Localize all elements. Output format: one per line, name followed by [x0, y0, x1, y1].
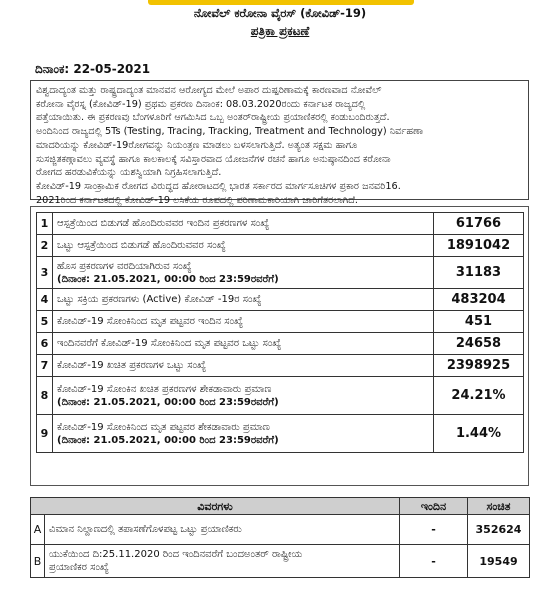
row-value: 24658 [434, 333, 524, 355]
row-label: B [31, 545, 45, 578]
row-number: 1 [37, 213, 53, 235]
row-description-line: ಹೊಸ ಪ್ರಕರಣಗಳ ವರದಿಯಾಗಿರುವ ಸಂಖ್ಯೆ [57, 260, 192, 272]
table-row [37, 355, 524, 377]
header-subtitle: ನೋವೆಲ್ ಕರೋನಾ ವೈರಸ್ (ಕೋವಿಡ್-19) [193, 6, 367, 20]
intro-paragraph [30, 80, 529, 206]
row-description: ವಿಮಾನ ನಿಲ್ದಾಣದಲ್ಲಿ ತಪಾಸಣೆಗೊಳಪಟ್ಟ ಒಟ್ಟು ಪ್ರಯಾಣಿಕರು [45, 515, 400, 545]
row-description: ಕೋವಿಡ್-19 ಸೋಂಕಿನಿಂದ ಮೃತ ಪಟ್ಟವರ ಇಂದಿನ ಸಂಖ್ಯೆ [53, 311, 434, 333]
row-value: 24.21% [434, 377, 524, 415]
row-number: 3 [37, 257, 53, 289]
release-date: ದಿನಾಂಕ: 22-05-2021 [35, 62, 151, 76]
row-description: ಒಟ್ಟು ಆಸ್ಪತ್ರೆಯಿಂದ ಬಿಡುಗಡೆ ಹೊಂದಿರುವವರ ಸಂಖ್ಯೆ [53, 235, 434, 257]
row-description [53, 377, 434, 415]
row-description [53, 415, 434, 453]
row-total: 352624 [468, 515, 530, 545]
table-row [31, 545, 530, 578]
paragraph-line: ಸುಸಜ್ಜಿತಕಣ್ಗಾವಲು ವ್ಯವಸ್ಥೆ ಹಾಗೂ ಕಾಲಕಾಲಕ್ಕೆ ಸವಿಸ್ತಾರವಾದ ಯೋಜನೆಗಳ ರಚನೆ ಹಾಗೂ ಅನುಷ್ಠಾನದಿಂದ ಕರೋನಾ [36, 153, 391, 165]
row-number: 2 [37, 235, 53, 257]
row-description-line: ಕೋವಿಡ್-19 ಸೋಂಕಿನಿಂದ ಮೃತ ಪಟ್ಟವರ ಶೇಕಡಾವಾರು ಪ್ರಮಾಣ [57, 421, 270, 433]
covid-stats-table [36, 212, 524, 453]
paragraph-line: ಮಾದರಿಯನ್ನು ಕೋವಿಡ್-19ರೋಗವನ್ನು ನಿಯಂತ್ರಣ ಮಾಡಲು ಬಳಸಲಾಗುತ್ತಿದೆ. ಅತ್ಯಂತ ಸಕ್ಷಮ ಹಾಗೂ [36, 139, 358, 151]
row-date-range: (ದಿನಾಂಕ: 21.05.2021, 00:00 ರಿಂದ 23:59ರವರೆಗೆ) [57, 396, 279, 408]
row-date-range: (ದಿನಾಂಕ: 21.05.2021, 00:00 ರಿಂದ 23:59ರವರೆಗೆ) [57, 434, 279, 446]
row-value: 1891042 [434, 235, 524, 257]
row-label: A [31, 515, 45, 545]
row-description [53, 257, 434, 289]
row-today: - [400, 545, 468, 578]
press-release-title: ಪತ್ರಿಕಾ ಪ್ರಕಟಣೆ [250, 24, 310, 38]
row-number: 4 [37, 289, 53, 311]
row-value: 31183 [434, 257, 524, 289]
row-value: 61766 [434, 213, 524, 235]
row-description: ಇಂದಿನವರೆಗೆ ಕೋವಿಡ್-19 ಸೋಂಕಿನಿಂದ ಮೃತ ಪಟ್ಟವರ ಒಟ್ಟು ಸಂಖ್ಯೆ [53, 333, 434, 355]
row-value: 451 [434, 311, 524, 333]
table-row [37, 377, 524, 415]
header-today: ಇಂದಿನ [400, 498, 468, 515]
header-details: ವಿವರಗಳು [31, 498, 400, 515]
paragraph-line: ಕೋವಿಡ್-19 ಸಾಂಕ್ರಾಮಿಕ ರೋಗದ ವಿರುದ್ಧದ ಹೋರಾಟದಲ್ಲಿ ಭಾರತ ಸರ್ಕಾರದ ಮಾರ್ಗಸೂಚಿಗಳ ಪ್ರಕಾರ ಜನವರಿ16. [36, 180, 401, 192]
row-description-line: ಪ್ರಯಾಣಿಕರ ಸಂಖ್ಯೆ [49, 562, 109, 573]
table-row [37, 213, 524, 235]
table-row [37, 415, 524, 453]
header-total: ಸಂಚಿತ [468, 498, 530, 515]
paragraph-line: ವಿಶ್ವದಾದ್ಯಂತ ಮತ್ತು ರಾಷ್ಟ್ರದಾದ್ಯಂತ ಮಾನವನ ಆರೋಗ್ಯದ ಮೇಲೆ ಅಪಾರ ದುಷ್ಪರಿಣಾಮಕ್ಕೆ ಕಾರಣವಾದ ನೋವೆಲ್ [36, 85, 382, 96]
row-number: 9 [37, 415, 53, 453]
row-total: 19549 [468, 545, 530, 578]
row-value: 2398925 [434, 355, 524, 377]
paragraph-line: 2021ರಿಂದ ಕರ್ನಾಟಕದಲ್ಲಿ ಕೋವಿಡ್-19 ಲಸಿಕೆಯ ರೂಪದಲ್ಲಿ ಪರಿಣಾಮಕಾರಿಯಾಗಿ ಜಾರಿಗೆತರಲಾಗಿದೆ. [36, 194, 358, 206]
row-description-line: ಕೋವಿಡ್-19 ಸೋಂಕಿನ ಖಚಿತ ಪ್ರಕರಣಗಳ ಶೇಕಡಾವಾರು ಪ್ರಮಾಣ [57, 383, 272, 395]
table-row [37, 289, 524, 311]
table-row [37, 235, 524, 257]
paragraph-line: ಕರೋನಾ ವೈರಸ್ನ (ಕೋವಿಡ್-19) ಪ್ರಥಮ ಪ್ರಕರಣ ದಿನಾಂಕ: 08.03.2020ರಂದು ಕರ್ನಾಟಕ ರಾಜ್ಯದಲ್ಲಿ [36, 98, 366, 110]
row-description: ಒಟ್ಟು ಸಕ್ರಿಯ ಪ್ರಕರಣಗಳು (Active) ಕೋವಿಡ್ -19ರ ಸಂಖ್ಯೆ [53, 289, 434, 311]
table-row [37, 257, 524, 289]
paragraph-line: ರೋಗದ ಹರಡುವಿಕೆಯನ್ನು ಯಶಸ್ವಿಯಾಗಿ ನಿಗ್ರಹಿಸಲಾಗುತ್ತಿದೆ. [36, 167, 222, 179]
row-number: 7 [37, 355, 53, 377]
table-row [37, 333, 524, 355]
row-description: ಆಸ್ಪತ್ರೆಯಿಂದ ಬಿಡುಗಡೆ ಹೊಂದಿರುವವರ ಇಂದಿನ ಪ್ರಕರಣಗಳ ಸಂಖ್ಯೆ [53, 213, 434, 235]
table-row [37, 311, 524, 333]
row-value: 1.44% [434, 415, 524, 453]
row-value: 483204 [434, 289, 524, 311]
row-number: 5 [37, 311, 53, 333]
row-description-line: ಯುಕೆಯಿಂದ ದಿ:25.11.2020 ರಿಂದ ಇಂದಿನವರೆಗೆ ಬಂದಅಂತರ್ ರಾಷ್ಟ್ರೀಯ [49, 549, 303, 560]
row-description: ಕೋವಿಡ್-19 ಖಚಿತ ಪ್ರಕರಣಗಳ ಒಟ್ಟು ಸಂಖ್ಯೆ [53, 355, 434, 377]
row-today: - [400, 515, 468, 545]
travel-stats-table [30, 497, 530, 578]
header-accent-bar [148, 0, 414, 5]
paragraph-line: ಅಂದಿನಿಂದ ರಾಜ್ಯದಲ್ಲಿ 5Ts (Testing, Tracing, Tracking, Treatment and Technology) ನಿರ್ವಹಣಾ [36, 126, 424, 138]
row-number: 6 [37, 333, 53, 355]
row-number: 8 [37, 377, 53, 415]
row-date-range: (ದಿನಾಂಕ: 21.05.2021, 00:00 ರಿಂದ 23:59ರವರೆಗೆ) [57, 273, 279, 285]
table-header-row [31, 498, 530, 515]
paragraph-line: ಪತ್ತೆಯಾಯಿತು. ಈ ಪ್ರಕರಣವು ಬೆಂಗಳೂರಿಗೆ ಆಗಮಿಸಿದ ಒಬ್ಬ ಅಂತರ್‌ರಾಷ್ಟ್ರೀಯ ಪ್ರಯಾಣಿಕರಲ್ಲಿ ಕಂಡುಬಂದಿರುತ್ತದೆ. [36, 112, 390, 124]
table-row [31, 515, 530, 545]
row-description [45, 545, 400, 578]
